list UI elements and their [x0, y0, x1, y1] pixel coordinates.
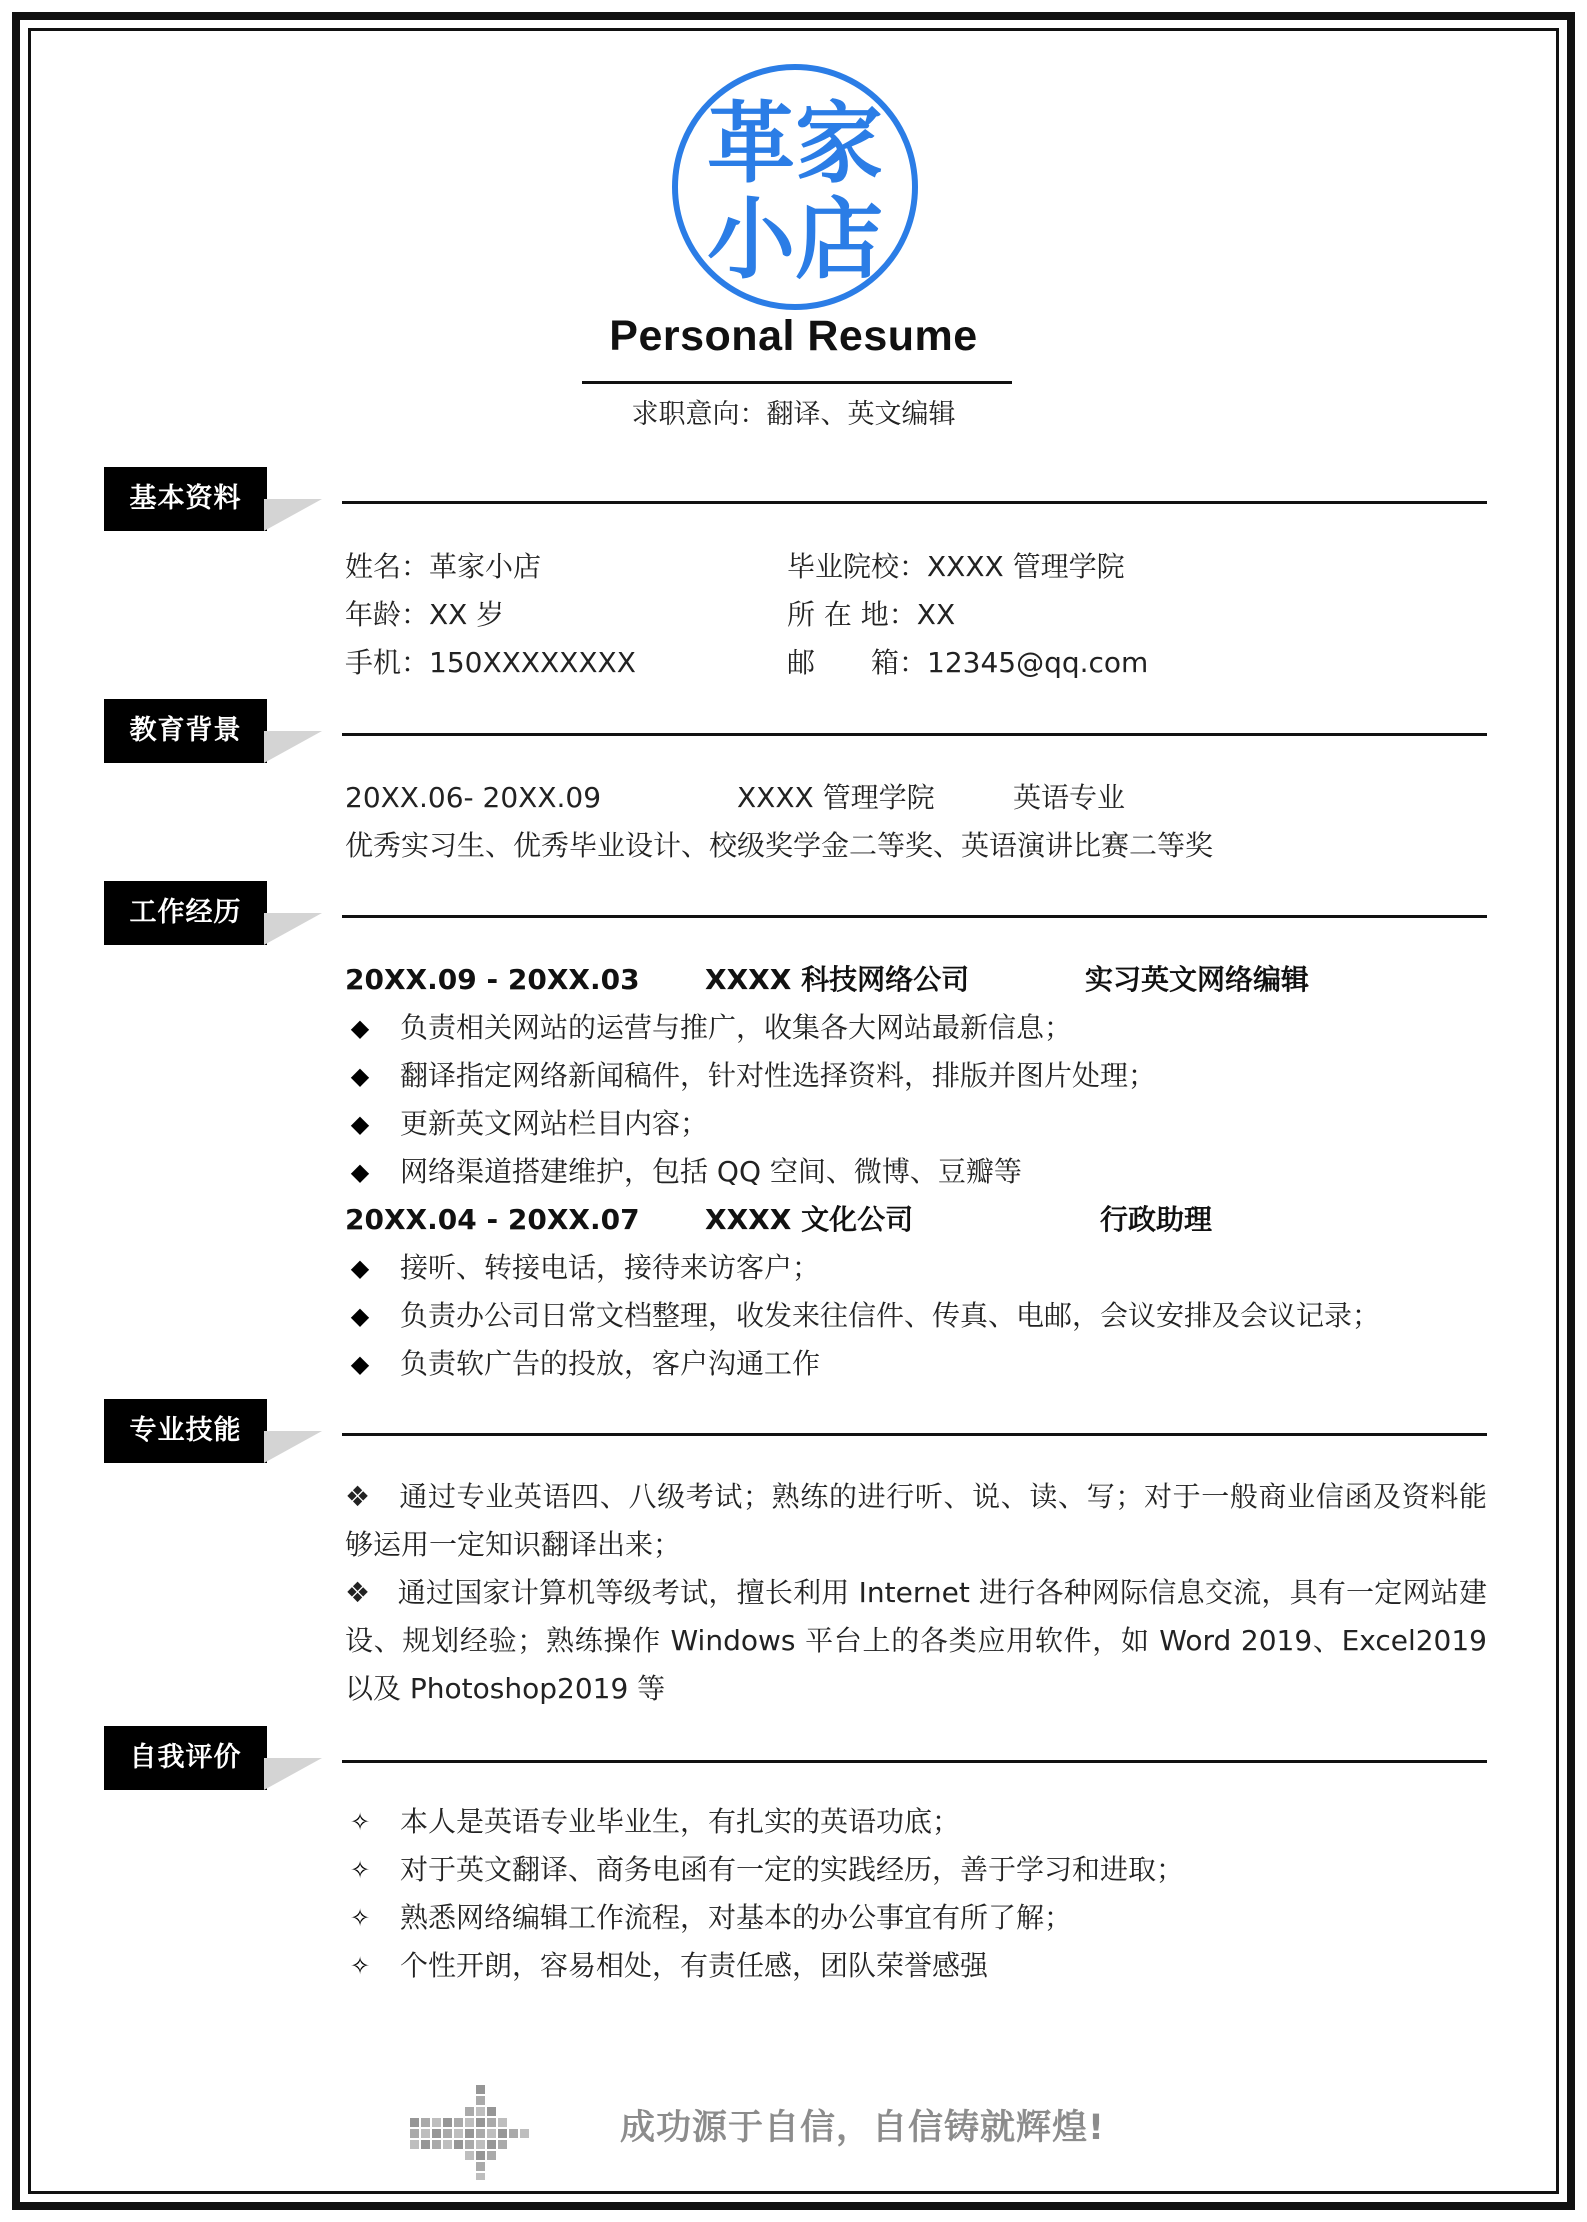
section-title-skills: 专业技能: [104, 1399, 267, 1463]
job-company: XXXX 文化公司: [705, 1203, 914, 1236]
self-item: 对于英文翻译、商务电函有一定的实践经历，善于学习和进取；: [400, 1853, 1185, 1886]
basic-phone: 手机：150XXXXXXXX: [345, 646, 636, 679]
job-role: 行政助理: [1100, 1203, 1213, 1236]
section-tab-shadow: [264, 1431, 322, 1463]
skill-text: 通过专业英语四、八级考试；熟练的进行听、说、读、写；对于一般商业信函及资料能够运用一定知识翻译出来；: [345, 1480, 1487, 1561]
skill-item: [345, 1473, 1487, 1569]
job-role: 实习英文网络编辑: [1085, 963, 1310, 996]
page-title: Personal Resume: [609, 312, 978, 360]
section-header-basic: [104, 467, 267, 531]
section-header-skills: [104, 1399, 267, 1463]
section-tab-shadow: [264, 731, 322, 763]
section-rule-skills: [342, 1433, 1487, 1436]
section-title-work: 工作经历: [104, 881, 267, 945]
basic-email: 邮 箱：12345@qq.com: [787, 646, 1149, 679]
section-header-work: [104, 881, 267, 945]
section-tab-shadow: [264, 499, 322, 531]
diamond-star-bullet-icon: ❖: [345, 1576, 371, 1609]
section-rule-work: [342, 915, 1487, 918]
diamond-bullet-icon: ◆: [350, 1062, 370, 1090]
skill-text: 通过国家计算机等级考试，擅长利用 Internet 进行各种网际信息交流，具有一定网站建设、规划经验；熟练操作 Windows 平台上的各类应用软件，如 Word 2019、Excel2019 以及 Photoshop2019 等: [345, 1576, 1487, 1705]
diamond-bullet-icon: ◆: [350, 1350, 370, 1378]
title-underline: [582, 381, 1012, 384]
basic-school: 毕业院校：XXXX 管理学院: [787, 550, 1125, 583]
self-item: 熟悉网络编辑工作流程，对基本的办公事宜有所了解；: [400, 1901, 1073, 1934]
education-period: 20XX.06- 20XX.09: [345, 781, 602, 814]
section-title-education: 教育背景: [104, 699, 267, 763]
star-bullet-icon: ✧: [349, 1952, 371, 1980]
skill-item: [345, 1569, 1487, 1713]
section-title-basic: 基本资料: [104, 467, 267, 531]
education-honors: 优秀实习生、优秀毕业设计、校级奖学金二等奖、英语演讲比赛二等奖: [345, 829, 1214, 862]
job-company: XXXX 科技网络公司: [705, 963, 970, 996]
job-duty: 负责软广告的投放，客户沟通工作: [400, 1347, 821, 1380]
job-period: 20XX.04 - 20XX.07: [345, 1203, 640, 1236]
section-tab-shadow: [264, 913, 322, 945]
job-duty: 负责办公司日常文档整理，收发来往信件、传真、电邮，会议安排及会议记录；: [400, 1299, 1381, 1332]
section-header-education: [104, 699, 267, 763]
diamond-star-bullet-icon: ❖: [345, 1480, 371, 1513]
diamond-bullet-icon: ◆: [350, 1110, 370, 1138]
logo-stamp: [670, 62, 920, 312]
diamond-bullet-icon: ◆: [350, 1302, 370, 1330]
footer-slogan: 成功源于自信，自信铸就辉煌!: [620, 2108, 1105, 2148]
basic-age: 年龄：XX 岁: [345, 598, 505, 631]
diamond-bullet-icon: ◆: [350, 1158, 370, 1186]
section-rule-basic: [342, 501, 1487, 504]
diamond-bullet-icon: ◆: [350, 1014, 370, 1042]
job-duty: 网络渠道搭建维护，包括 QQ 空间、微博、豆瓣等: [400, 1155, 1022, 1188]
job-duty: 更新英文网站栏目内容；: [400, 1107, 709, 1140]
logo-text-line1: 革家: [706, 91, 884, 195]
section-header-self: [104, 1726, 267, 1790]
basic-name: 姓名：革家小店: [345, 550, 542, 583]
section-tab-shadow: [264, 1758, 322, 1790]
logo-text-line2: 小店: [706, 187, 884, 291]
pixel-arrow-icon: [410, 2085, 540, 2180]
star-bullet-icon: ✧: [349, 1808, 371, 1836]
star-bullet-icon: ✧: [349, 1904, 371, 1932]
self-item: 本人是英语专业毕业生，有扎实的英语功底；: [400, 1805, 961, 1838]
self-item: 个性开朗，容易相处，有责任感，团队荣誉感强: [400, 1949, 989, 1982]
section-title-self: 自我评价: [104, 1726, 267, 1790]
basic-location: 所 在 地：XX: [787, 598, 956, 631]
section-rule-self: [342, 1760, 1487, 1763]
job-duty: 翻译指定网络新闻稿件，针对性选择资料，排版并图片处理；: [400, 1059, 1157, 1092]
education-school: XXXX 管理学院: [737, 781, 935, 814]
job-duty: 接听、转接电话，接待来访客户；: [400, 1251, 821, 1284]
diamond-bullet-icon: ◆: [350, 1254, 370, 1282]
job-objective: 求职意向：翻译、英文编辑: [631, 399, 956, 430]
education-major: 英语专业: [1013, 781, 1126, 814]
job-duty: 负责相关网站的运营与推广，收集各大网站最新信息；: [400, 1011, 1073, 1044]
section-rule-education: [342, 733, 1487, 736]
star-bullet-icon: ✧: [349, 1856, 371, 1884]
job-period: 20XX.09 - 20XX.03: [345, 963, 640, 996]
